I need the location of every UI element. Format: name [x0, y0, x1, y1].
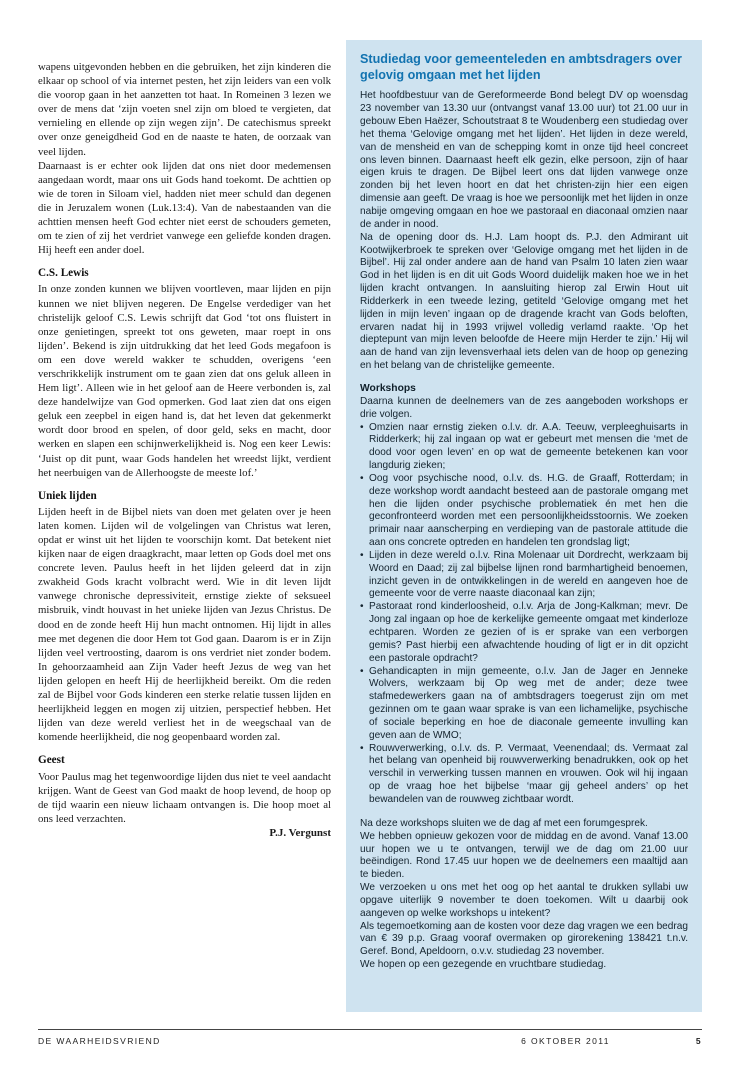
closing-paragraph: We hopen op een gezegende en vruchtbare studiedag.: [360, 959, 607, 971]
article-paragraph: Voor Paulus mag het tegenwoordige lijden dus niet te veel aandacht krijgen. Want de Geest van God maakt de hoop levend, de hoop op de tijd waarin een nieuw lichaam ontvangen is. Die hoop moet al ons leed verzachten.: [38, 770, 331, 825]
article-column: [38, 40, 331, 1012]
workshop-item: • Omzien naar ernstig zieken o.l.v. dr. A.A. Teeuw, verpleeghuisarts in Ridderkerk; hij zal ingaan op wat er gebeurt met mensen die ‘met de dood voor ogen leven’ en op wat de gemeente betekenen kan voor langdurig zieken;: [360, 422, 688, 473]
article-section: [38, 489, 331, 745]
closing-paragraph: We verzoeken u ons met het oog op het aantal te drukken syllabi uw opgave uiterlijk 9 november te doen toekomen. Wilt u daarbij ook aangeven op welke workshops u intekent?: [360, 882, 688, 919]
page-content: [38, 40, 702, 1012]
workshop-item: • Pastoraat rond kinderloosheid, o.l.v. Arja de Jong-Kalkman; mevr. De Jong zal ingaan op hoe de kerkelijke gemeente omgaat met kinderloze echtparen. Worden ze gezien of is er sprake van een verborgen gemis? Past hierbij een afwachtende houding of ligt er in dit opzicht een pastorale opdracht?: [360, 601, 688, 665]
closing-paragraph: Als tegemoetkoming aan de kosten voor deze dag vragen we een bedrag van € 39 p.p. Graag vooraf overmaken op girorekening 138421 t.n.v. Geref. Bond, Apeldoorn, o.v.v. studiedag 23 november.: [360, 920, 688, 958]
article-paragraph: In onze zonden kunnen we blijven voortleven, maar lijden en pijn kunnen we niet blijven negeren. De Engelse verdediger van het christelijk geloof C.S. Lewis schrijft dat God ‘tot ons fluistert in onze genietingen, spreekt tot ons geweten, maar roept in ons lijden’. Bekend is zijn uitdrukking dat het leed Gods megafoon is om een dove wereld wakker te schudden, overigens ‘een verschrikkelijk instrument om te gaan zien dat ons geluk alleen in Hem ligt’. Alleen wie in het geloof aan de Heere verbonden is, zal deze handelwijze van God opmerken. God laat zien dat ons eigen geluk een zeepbel in eigen hand is, dat het leven dat gekenmerkt wordt door brood en spelen, of door geld, seks en macht, door werken en slapen een schijnwerkelijkheid is. Nog een keer Lewis: ‘Juist op dit punt, waar Gods handelen het wreedst lijkt, verdient het neerbuigen van de Allerhoogste de meeste lof.’: [38, 283, 331, 479]
workshops-list: [360, 422, 688, 807]
studiedag-closing: [360, 818, 688, 972]
closing-paragraph: Na deze workshops sluiten we de dag af met een forumgesprek.: [360, 817, 648, 829]
studiedag-paragraph: Het hoofdbestuur van de Gereformeerde Bond belegt DV op woensdag 23 november van 13.30 uur (ontvangst vanaf 13.00 uur) tot 21.00 uur in gebouw Eben Haëzer, Schoutstraat 8 te Woudenberg een studiedag over het thema ‘Gelovige omgang met het lijden’. Het lijden in deze wereld, van de mensheid en van de schepping komt in onze tijd heel concreet ons leven binnen. Daarnaast heeft elk gezin, elke persoon, zijn of haar eigen kruis te dragen. De Bijbel leert ons dat lijden vanwege onze zonden bij het leven hoort en dat het christen-zijn hier een eigen dimensie aan geeft. De vraag is hoe we persoonlijk met het lijden in onze nabije omgeving omgaan en hoe we pastoraal en diaconaal omzien naar de ander in nood.: [360, 90, 688, 230]
article-paragraph: Daarnaast is er echter ook lijden dat ons niet door medemensen aangedaan wordt, maar ons uit Gods hand toekomt. De achttien op wie de toren in Siloam viel, hadden niet meer schuld dan degenen die in Jeruzalem wonen (Luk.13:4). Van de nabestaanden van die achttien mensen heeft God echter niet eerst de schouders gemeten, om te zien of zij het verdriet vanwege een geliefde konden dragen. Hij heeft een ander doel.: [38, 159, 331, 257]
article-section: [38, 266, 331, 479]
studiedag-intro: [360, 90, 688, 373]
studiedag-paragraph: Na de opening door ds. H.J. Lam hoopt ds. P.J. den Admirant uit Kootwijkerbroek te spreken over ‘Gelovige omgang met het lijden in de Bijbel’. Hij zal onder andere aan de hand van Psalm 10 laten zien waar God in het lijden is en dit uit Gods Woord duidelijk maken hoe we in het lijden kracht ontvangen. In aansluiting hierop zal Erwin Hout uit Ridderkerk in een tweede lezing, getiteld ‘Gelovige omgang met het lijden in mijn leven’ ingaan op de dragende kracht van Gods beloften, ervaren nadat hij in 1993 vrijwel volledig verlamd raakte. ‘Op het dieptepunt van mijn leven beloofde de Heere mijn Herder te zijn.’ Hij wil aan de hand van zijn levensverhaal iets delen van de hoop op genezing en het belang van de christelijke gemeente.: [360, 231, 688, 372]
author-signature: P.J. Vergunst: [269, 826, 331, 839]
section-heading: Uniek lijden: [38, 489, 97, 502]
workshops-intro: Daarna kunnen de deelnemers van de zes aangeboden workshops er drie volgen.: [360, 395, 688, 420]
studiedag-title: Studiedag voor gemeenteleden en ambtsdragers over gelovig omgaan met het lijden: [360, 52, 682, 83]
article-sections: [38, 266, 331, 826]
workshop-item: • Lijden in deze wereld o.l.v. Rina Molenaar uit Dordrecht, werkzaam bij Woord en Daad; zij zal bijbelse lijnen rond barmhartigheid benoemen, inzicht geven in de ontwikkelingen in de wereld en aangeven hoe de gemeente voor de verre naaste diaconaal kan zijn;: [360, 550, 688, 601]
workshops-heading: Workshops: [360, 382, 416, 394]
article-section: [38, 753, 331, 825]
page-number: 5: [695, 1036, 702, 1046]
article-paragraph: wapens uitgevonden hebben en die gebruiken, het zijn kinderen die elkaar op school of via internet pesten, het zijn leiders van een volk die voorop gaan in het aanzetten tot haat. In Romeinen 3 lezen we over de mens dat ‘zijn voeten snel zijn om bloed te vergieten, dat vernieling en ellende op zijn wegen zijn’. De catechismus spreekt over onze geneigdheid God en de naaste te haten, de oorzaak van veel lijden.: [38, 61, 331, 158]
magazine-name: DE WAARHEIDSVRIEND: [38, 1036, 161, 1046]
issue-date: 6 OKTOBER 2011: [521, 1036, 610, 1046]
workshop-item: • Gehandicapten in mijn gemeente, o.l.v. Jan de Jager en Jenneke Wolvers, werkzaam bij Op weg met de ander; deze twee stafmedewerkers gaan na of ambtsdragers toegerust zijn om met gezinnen om te gaan waar sprake is van een lichamelijke, psychische of sociale beperking en hoe de diaconale gemeente invulling kan geven aan de WMO;: [360, 666, 688, 743]
article-intro: [38, 60, 331, 257]
article-paragraph: Lijden heeft in de Bijbel niets van doen met gelaten over je heen laten komen. Lijden wil de volgelingen van Christus wat leren, opdat er winst uit het lijden te voorschijn komt. Dat betekent niet kijken naar de eigen draagkracht, maar letten op Gods doel met ons concrete leven. Paulus heeft in het lijden geleerd dat in zijn zwakheid Gods kracht volbracht werd. Wie in dit leven lijdt vanwege chronische depressiviteit, ernstige ziekte of seksueel misbruik, vindt houvast in het unieke lijden van Jezus Christus. De dood en de zonde heeft Hij hun macht ontnomen. Hij lijdt in alles mee met degenen die door Hem tot God gaan. Daarom is er in Zijn lijden veel vertroosting, daarom is ons verdriet niet zonder bodem. In gehoorzaamheid aan Zijn Vader heeft Jezus de weg van het lijden gelopen en heeft Hij de heerlijkheid bereikt. Om die reden zal de Bijbel voor Gods kinderen een sterke relatie tussen lijden en heerlijkheid leggen en mogen zij uitzien, perspectief hebben. Het lijden van deze wereld verliest het in de weegschaal van de komende heerlijkheid, die nog geopenbaard worden zal.: [38, 505, 331, 744]
section-heading: C.S. Lewis: [38, 267, 89, 280]
closing-paragraph: We hebben opnieuw gekozen voor de middag en de avond. Vanaf 13.00 uur hopen we u te ontvangen, terwijl we de dag om 21.00 uur beëindigen. Rond 17.45 uur hopen we de deelnemers een maaltijd aan te bieden.: [360, 830, 688, 881]
page-footer: [38, 1029, 702, 1046]
workshop-item: • Rouwverwerking, o.l.v. ds. P. Vermaat, Veenendaal; ds. Vermaat zal het belang van openheid bij rouwverwerking benadrukken, ook op het verschil in verwerking tussen mannen en vrouwen. Ook wil hij ingaan op de vraag hoe het bijbelse ‘maar gij geheel anders’ op het bewandelen van de rouwweg zichtbaar wordt.: [360, 743, 688, 807]
workshop-item: • Oog voor psychische nood, o.l.v. ds. H.G. de Graaff, Rotterdam; in deze workshop wordt aandacht besteed aan de pastorale omgang met hen die lijden onder psychische problematiek én met hen die geconfronteerd worden met een persoonlijkheidsstoornis. We zoeken primair naar aanscherping en verdieping van de pastorale attitude die aan ons concrete optreden en handelen ten grondslag ligt;: [360, 473, 688, 550]
studiedag-box: [346, 40, 702, 1012]
section-heading: Geest: [38, 754, 65, 767]
